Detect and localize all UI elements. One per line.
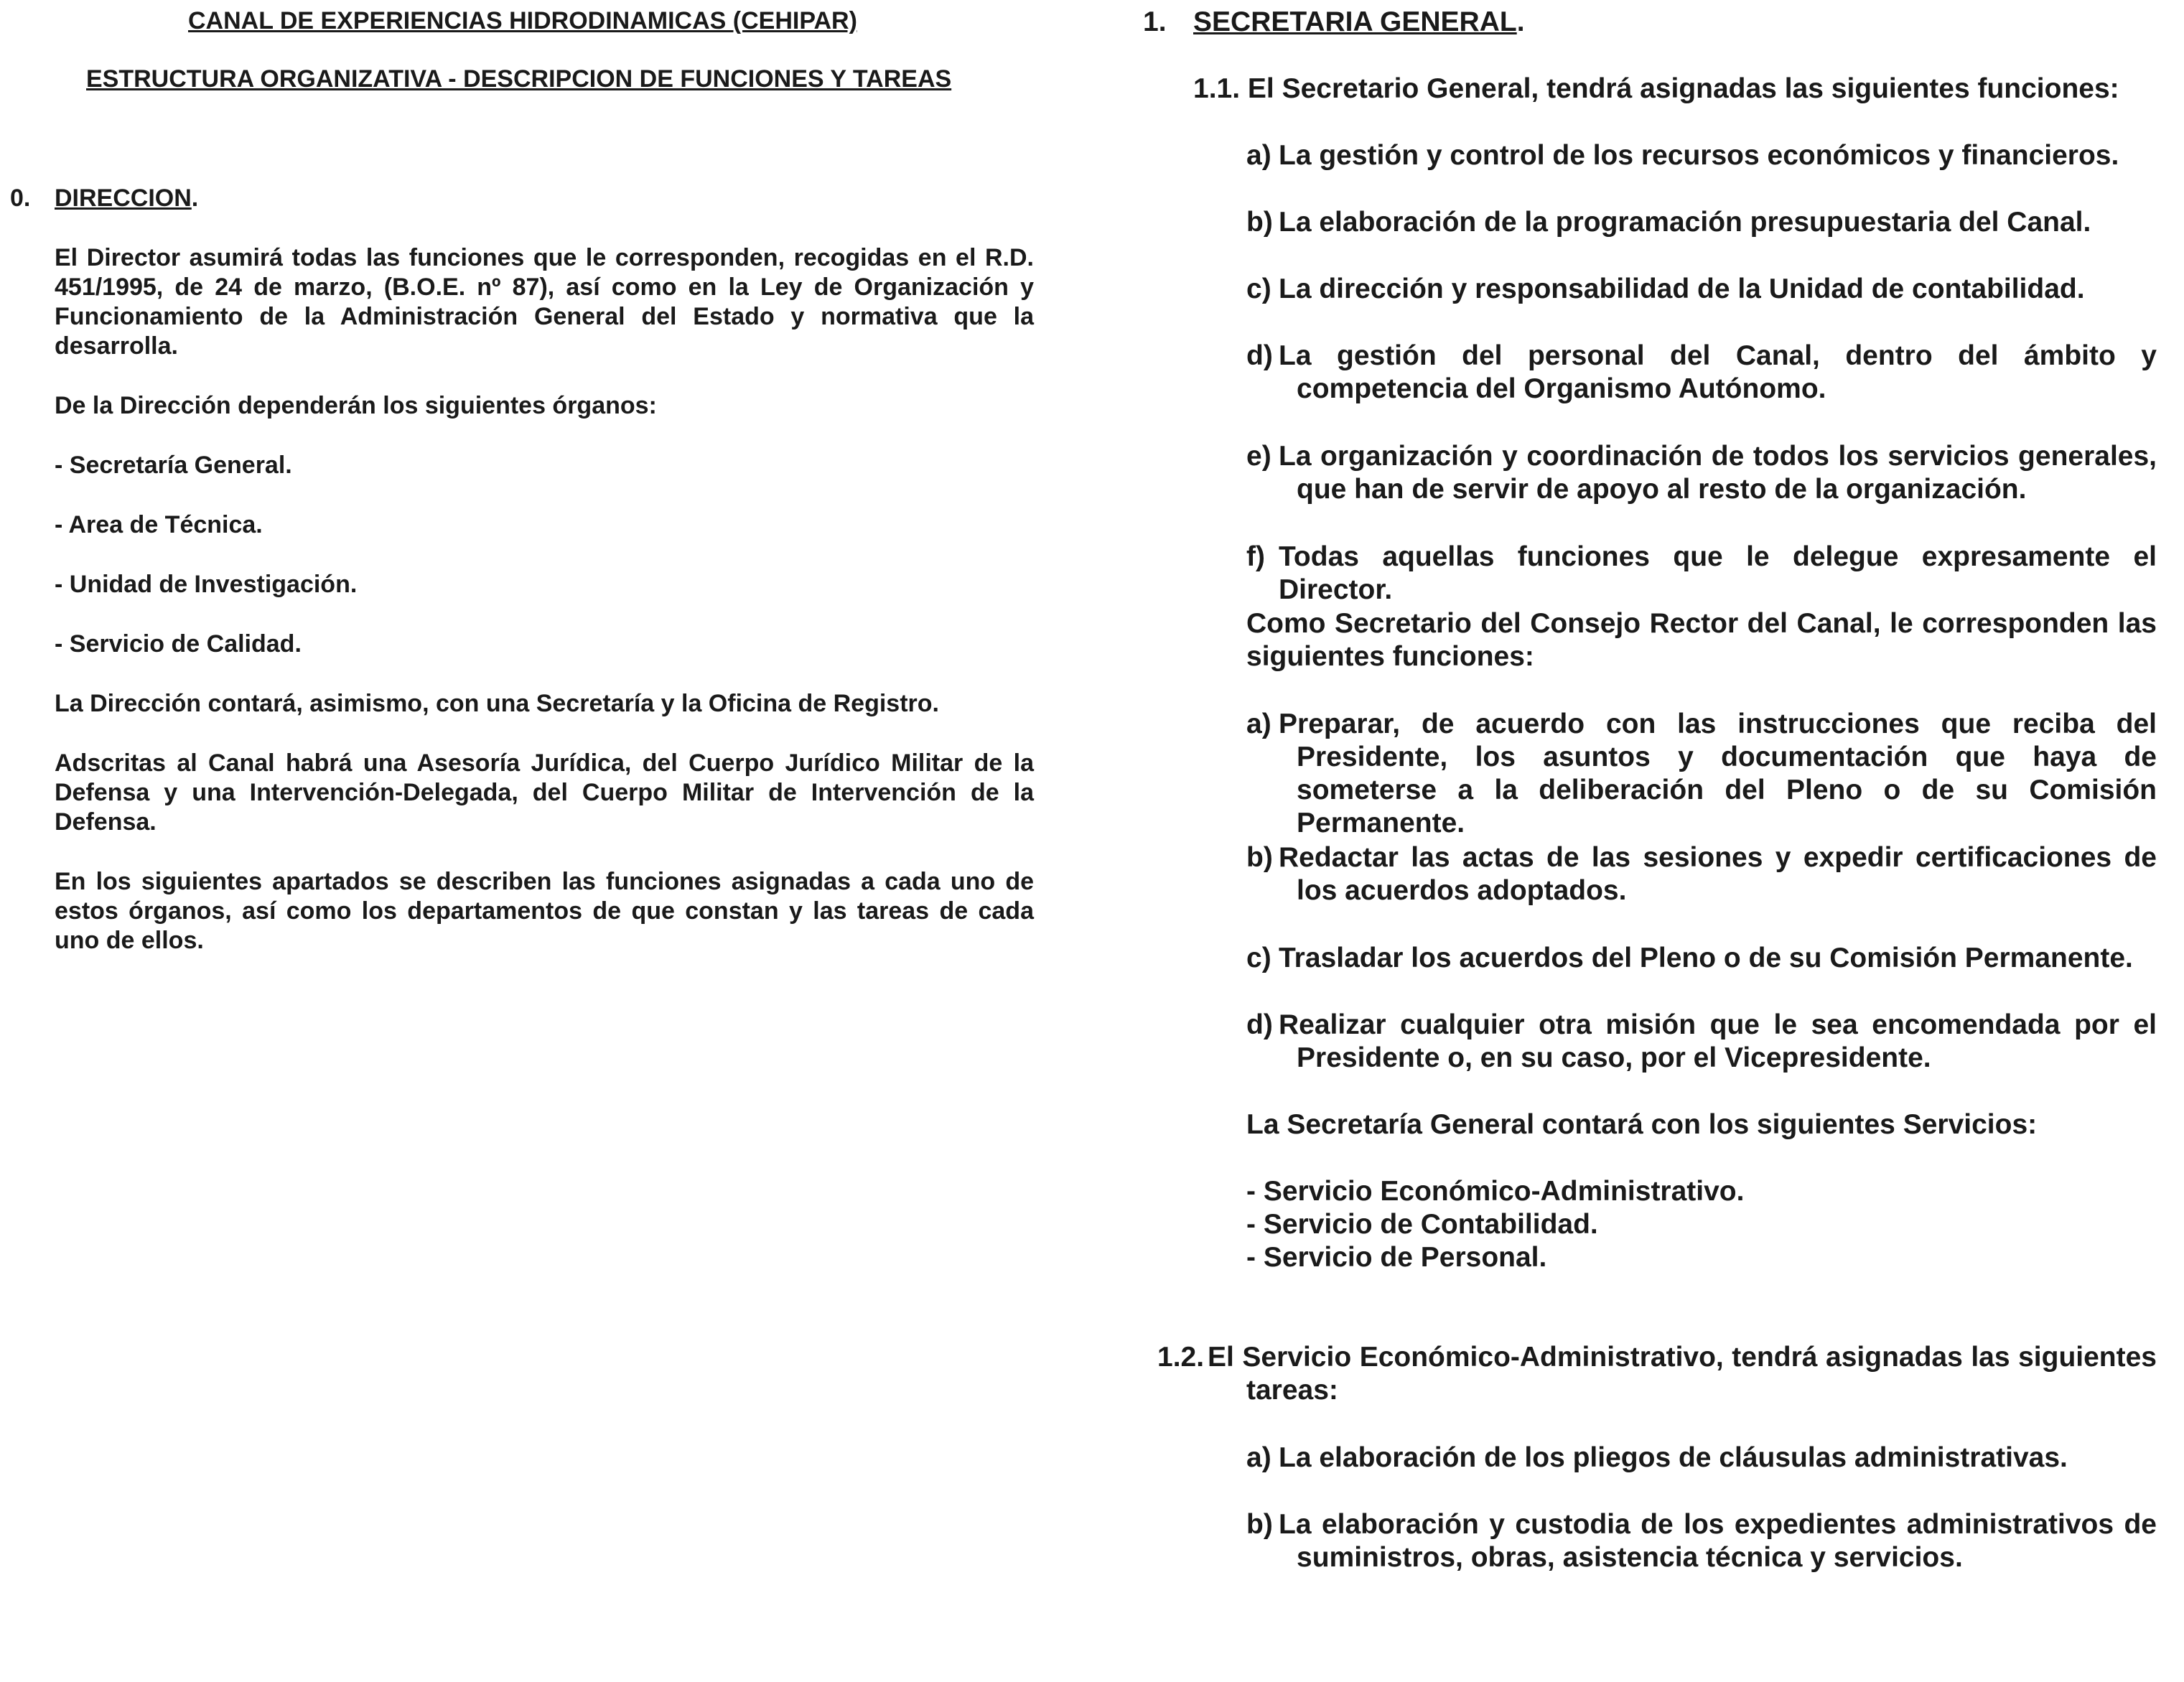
- servicios-intro: La Secretaría General contará con los siguientes Servicios:: [1246, 1109, 2038, 1140]
- item-label: a): [1246, 1442, 1271, 1473]
- item-text: La elaboración y custodia de los expedientes administrativos de suministros, obras, asistencia técnica y servicios.: [1279, 1509, 2157, 1573]
- document-header-subtitle: ESTRUCTURA ORGANIZATIVA - DESCRIPCION DE FUNCIONES Y TAREAS: [86, 65, 952, 93]
- consejo-item: [1246, 942, 2157, 975]
- section-0-suffix: .: [191, 184, 199, 212]
- section-0-number: 0.: [10, 184, 31, 212]
- servicio-item: - Servicio de Personal.: [1246, 1242, 1547, 1273]
- function-item: [1246, 139, 2157, 172]
- function-item: [1246, 340, 2157, 406]
- servicio-item: - Servicio Económico-Administrativo.: [1246, 1176, 1745, 1207]
- item-label: d): [1246, 340, 1273, 371]
- item-label: c): [1246, 943, 1271, 973]
- organ-item: - Area de Técnica.: [55, 511, 263, 538]
- consejo-item: [1246, 708, 2157, 840]
- item-label: b): [1246, 207, 1273, 238]
- consejo-item: [1246, 1009, 2157, 1075]
- item-text: Trasladar los acuerdos del Pleno o de su Comisión Permanente.: [1279, 943, 2133, 973]
- item-label: b): [1246, 1509, 1273, 1540]
- item-label: f): [1246, 541, 1265, 572]
- section-1-suffix: .: [1516, 6, 1525, 37]
- section-1-title: SECRETARIA GENERAL: [1193, 6, 1517, 37]
- function-item: [1246, 541, 2157, 607]
- tarea-item: [1246, 1442, 2157, 1475]
- document-header-title: CANAL DE EXPERIENCIAS HIDRODINAMICAS (CEHIPAR): [188, 7, 857, 34]
- direccion-secretaria-paragraph: La Dirección contará, asimismo, con una Secretaría y la Oficina de Registro.: [55, 690, 939, 717]
- section-1-number: 1.: [1143, 6, 1167, 37]
- organ-item: - Secretaría General.: [55, 452, 292, 479]
- item-text: Todas aquellas funciones que le delegue expresamente el Director.: [1279, 541, 2157, 605]
- organs-intro: De la Dirección dependerán los siguientes órganos:: [55, 392, 657, 419]
- item-text: La dirección y responsabilidad de la Unidad de contabilidad.: [1279, 274, 2085, 304]
- organ-item: - Unidad de Investigación.: [55, 571, 358, 598]
- item-text: La elaboración de los pliegos de cláusulas administrativas.: [1279, 1442, 2068, 1473]
- servicio-item: - Servicio de Contabilidad.: [1246, 1209, 1598, 1240]
- section-1-2-number: 1.2.: [1157, 1342, 1205, 1373]
- function-item: [1246, 206, 2157, 239]
- item-label: e): [1246, 441, 1271, 472]
- consejo-intro: Como Secretario del Consejo Rector del Canal, le corresponden las siguientes funciones:: [1246, 608, 2157, 672]
- section-0-title: DIRECCION: [55, 184, 192, 212]
- tarea-item: [1246, 1508, 2157, 1574]
- item-label: a): [1246, 709, 1271, 739]
- item-text: La organización y coordinación de todos los servicios generales, que han de servir de apoyo al resto de la organización.: [1279, 441, 2157, 505]
- item-text: La elaboración de la programación presupuestaria del Canal.: [1279, 207, 2091, 238]
- item-label: a): [1246, 140, 1271, 171]
- section-1-1-intro: 1.1. El Secretario General, tendrá asignadas las siguientes funciones:: [1193, 73, 2119, 104]
- organ-item: - Servicio de Calidad.: [55, 630, 302, 658]
- function-item: [1246, 273, 2157, 306]
- item-label: d): [1246, 1009, 1273, 1040]
- apartados-paragraph: En los siguientes apartados se describen las funciones asignadas a cada uno de estos órganos, así como los departamentos de que constan y las tareas de cada uno de ellos.: [55, 868, 1034, 954]
- function-item: [1246, 440, 2157, 506]
- section-1-heading: [1143, 6, 1525, 39]
- section-0-heading: [10, 184, 199, 212]
- item-text: La gestión del personal del Canal, dentro del ámbito y competencia del Organismo Autónomo.: [1279, 340, 2157, 404]
- item-text: Preparar, de acuerdo con las instrucciones que reciba del Presidente, los asuntos y documentación que haya de someterse a la deliberación del Pleno o de su Comisión Permanente.: [1279, 709, 2157, 838]
- item-label: c): [1246, 274, 1271, 304]
- item-text: La gestión y control de los recursos económicos y financieros.: [1279, 140, 2119, 171]
- item-text: Realizar cualquier otra misión que le sea encomendada por el Presidente o, en su caso, por el Vicepresidente.: [1279, 1009, 2157, 1073]
- consejo-item: [1246, 841, 2157, 907]
- director-paragraph: El Director asumirá todas las funciones que le corresponden, recogidas en el R.D. 451/1995, de 24 de marzo, (B.O.E. nº 87), así como en la Ley de Organización y Funcionamiento de la Administración General del Estado y normativa que la desarrolla.: [55, 244, 1034, 360]
- item-label: b): [1246, 842, 1273, 873]
- section-1-2-intro: El Servicio Económico-Administrativo, tendrá asignadas las siguientes tareas:: [1208, 1342, 2157, 1406]
- adscritas-paragraph: Adscritas al Canal habrá una Asesoría Jurídica, del Cuerpo Jurídico Militar de la Defensa y una Intervención-Delegada, del Cuerpo Militar de Intervención de la Defensa.: [55, 749, 1034, 836]
- item-text: Redactar las actas de las sesiones y expedir certificaciones de los acuerdos adoptados.: [1279, 842, 2157, 906]
